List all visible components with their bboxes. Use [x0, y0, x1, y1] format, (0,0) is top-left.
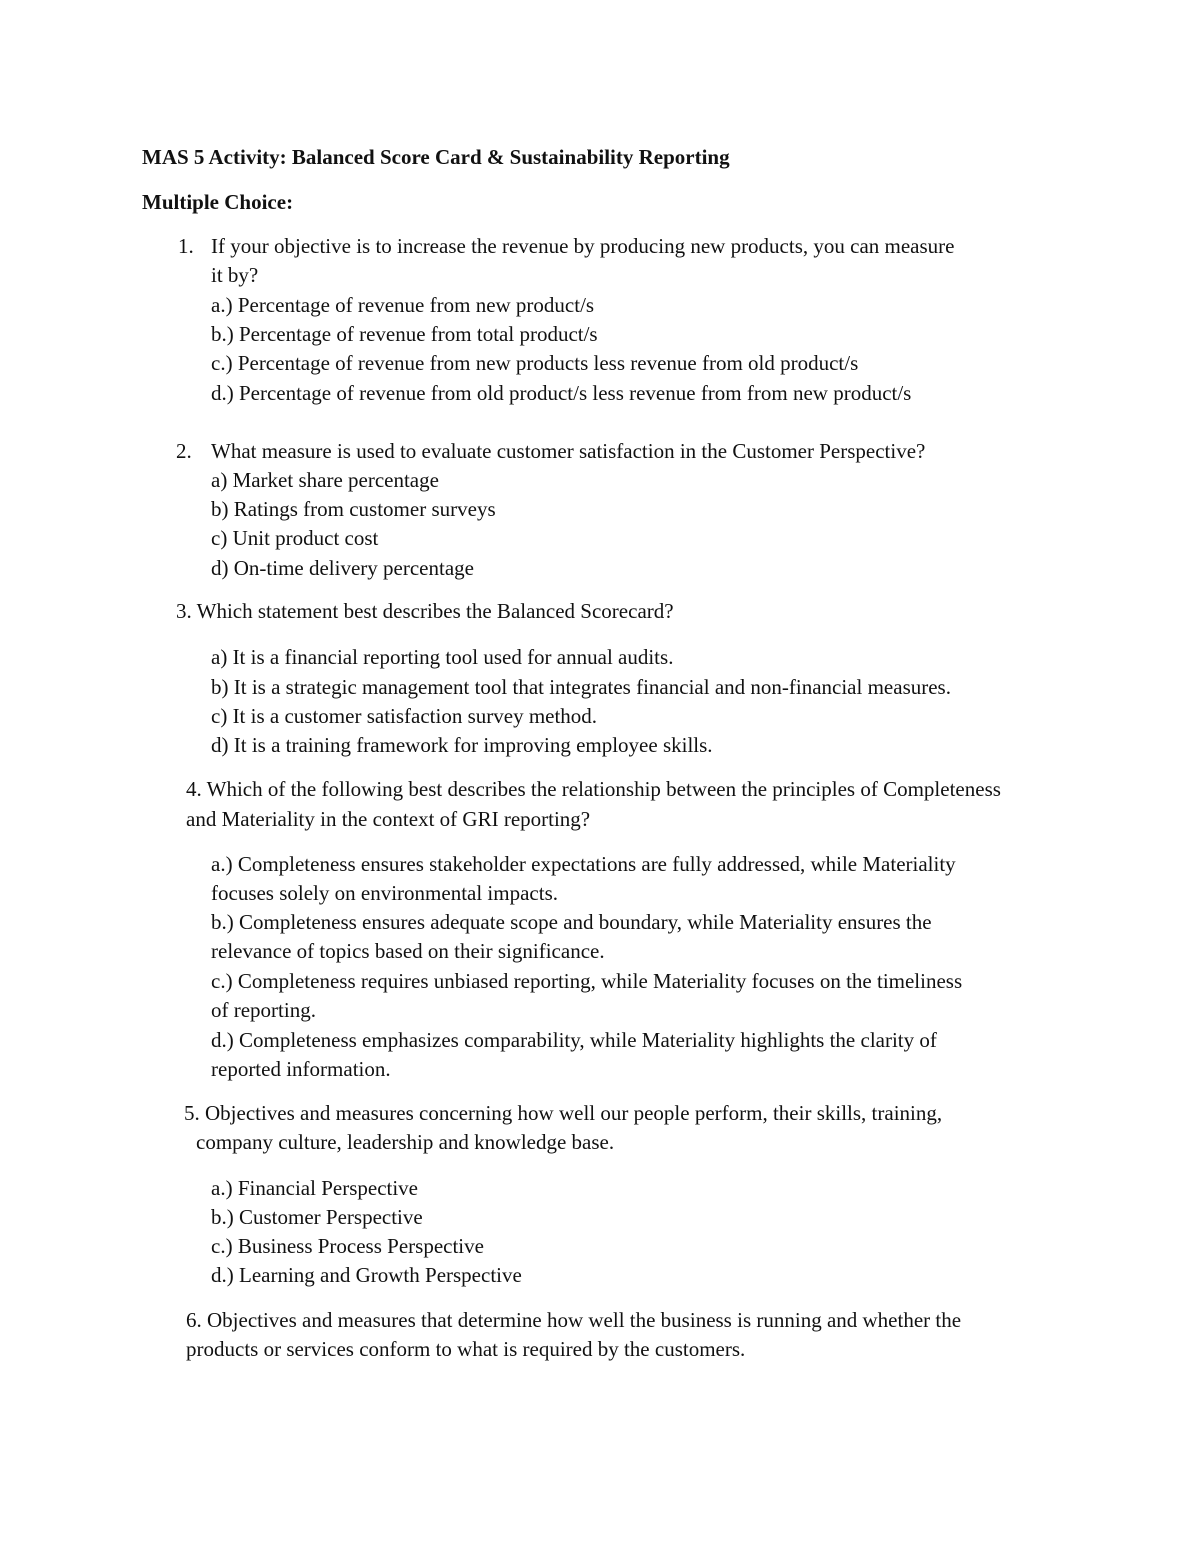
- answer-option: b.) Completeness ensures adequate scope and boundary, while Materiality ensures the: [211, 910, 932, 934]
- answer-option-continued: reported information.: [211, 1057, 391, 1081]
- answer-option-continued: focuses solely on environmental impacts.: [211, 881, 559, 905]
- answer-option: c.) Business Process Perspective: [211, 1234, 484, 1258]
- question-text: and Materiality in the context of GRI reporting?: [186, 807, 591, 831]
- answer-option-continued: relevance of topics based on their significance.: [211, 939, 605, 963]
- section-heading: Multiple Choice:: [142, 190, 294, 214]
- question-text: 5. Objectives and measures concerning how well our people perform, their skills, training,: [184, 1101, 943, 1125]
- answer-option: c) It is a customer satisfaction survey method.: [211, 704, 598, 728]
- answer-option: a.) Completeness ensures stakeholder expectations are fully addressed, while Materiality: [211, 852, 956, 876]
- answer-option: d) It is a training framework for improving employee skills.: [211, 733, 713, 757]
- question-text: What measure is used to evaluate customer satisfaction in the Customer Perspective?: [211, 439, 926, 463]
- question-number: 1.: [178, 234, 194, 258]
- question-text: 3. Which statement best describes the Balanced Scorecard?: [176, 599, 674, 623]
- question-text: company culture, leadership and knowledge base.: [196, 1130, 615, 1154]
- answer-option: a) Market share percentage: [211, 468, 439, 492]
- answer-option-continued: of reporting.: [211, 998, 316, 1022]
- question-text: products or services conform to what is required by the customers.: [186, 1337, 746, 1361]
- answer-option: c) Unit product cost: [211, 526, 379, 550]
- answer-option: d.) Percentage of revenue from old product/s less revenue from from new product/s: [211, 381, 912, 405]
- question-text: 4. Which of the following best describes the relationship between the principles of Completeness: [186, 777, 1001, 801]
- question-number: 2.: [176, 439, 192, 463]
- answer-option: b.) Customer Perspective: [211, 1205, 423, 1229]
- answer-option: b.) Percentage of revenue from total product/s: [211, 322, 598, 346]
- answer-option: a) It is a financial reporting tool used for annual audits.: [211, 645, 674, 669]
- question-text: it by?: [211, 263, 259, 287]
- answer-option: c.) Percentage of revenue from new products less revenue from old product/s: [211, 351, 859, 375]
- answer-option: c.) Completeness requires unbiased reporting, while Materiality focuses on the timeliness: [211, 969, 963, 993]
- answer-option: d) On-time delivery percentage: [211, 556, 474, 580]
- answer-option: d.) Learning and Growth Perspective: [211, 1263, 522, 1287]
- answer-option: b) It is a strategic management tool that integrates financial and non-financial measures.: [211, 675, 951, 699]
- question-text: 6. Objectives and measures that determine how well the business is running and whether the: [186, 1308, 962, 1332]
- answer-option: a.) Financial Perspective: [211, 1176, 419, 1200]
- answer-option: a.) Percentage of revenue from new product/s: [211, 293, 595, 317]
- question-text: If your objective is to increase the revenue by producing new products, you can measure: [211, 234, 955, 258]
- answer-option: b) Ratings from customer surveys: [211, 497, 496, 521]
- answer-option: d.) Completeness emphasizes comparability, while Materiality highlights the clarity of: [211, 1028, 937, 1052]
- document-title: MAS 5 Activity: Balanced Score Card & Sustainability Reporting: [142, 145, 730, 169]
